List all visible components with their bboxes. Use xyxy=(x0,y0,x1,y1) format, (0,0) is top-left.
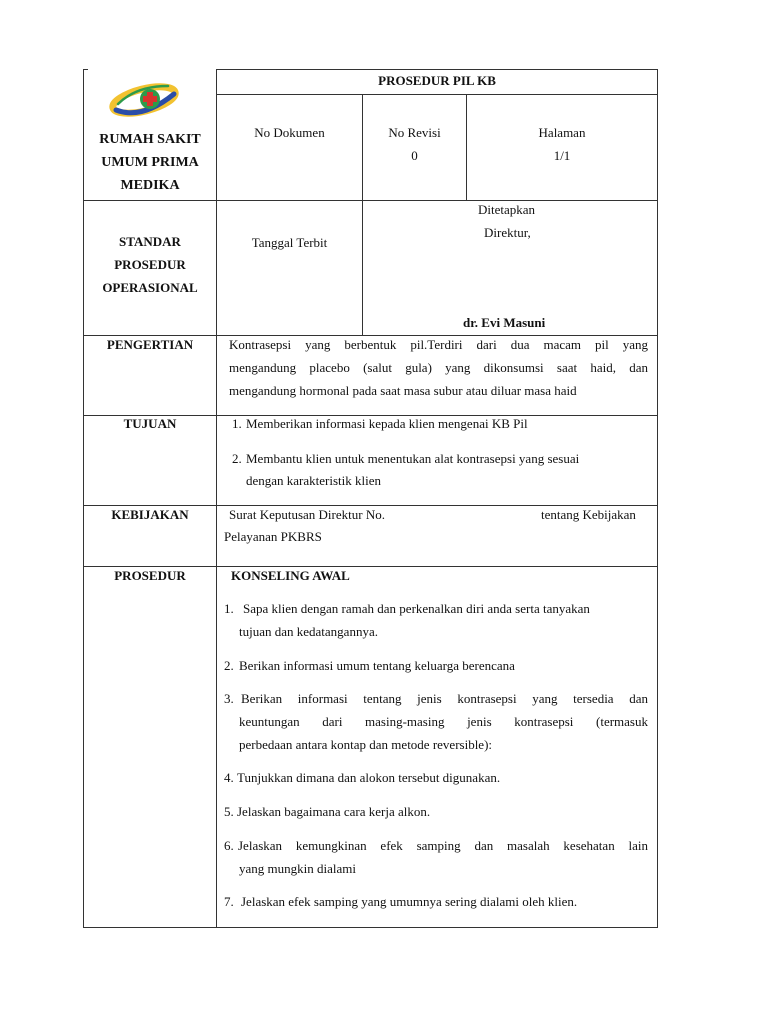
table-line xyxy=(83,200,658,201)
tujuan-item-1-text: Memberikan informasi kepada klien mengenai KB Pil xyxy=(246,416,528,431)
pengertian-line: mengandung hormonal pada saat masa subur atau diluar masa haid xyxy=(229,383,577,398)
sop-label-line-2: PROSEDUR xyxy=(114,257,186,272)
prosedur-step-1-text: Sapa klien dengan ramah dan perkenalkan diri anda serta tanyakan xyxy=(243,601,590,616)
hospital-name-line-1: RUMAH SAKIT xyxy=(99,132,201,147)
sop-label-line-3: OPERASIONAL xyxy=(102,280,198,295)
no-revisi-label: No Revisi xyxy=(388,125,441,140)
halaman-label: Halaman xyxy=(538,125,586,140)
prosedur-step-7-text: Jelaskan efek samping yang umumnya sering dialami oleh klien. xyxy=(241,894,578,909)
prosedur-step-3-text xyxy=(241,690,648,707)
prosedur-step-6-num: 6. xyxy=(224,838,234,853)
prosedur-step-3-text-cont xyxy=(239,713,648,730)
kebijakan-text-line-2: Pelayanan PKBRS xyxy=(224,529,322,544)
prosedur-step-6-text-cont: yang mungkin dialami xyxy=(239,861,356,876)
pengertian-line: Kontrasepsi yang berbentuk pil.Terdiri dari dua macam pil yang xyxy=(229,337,648,352)
prosedur-step-3-text-cont-2: perbedaan antara kontap dan metode reversible): xyxy=(239,737,493,752)
pengertian-line: mengandung placebo (salut gula) yang dikonsumsi saat haid, dan xyxy=(229,360,648,375)
kebijakan-text-left: Surat Keputusan Direktur No. xyxy=(229,507,385,522)
tujuan-item-2-num: 2. xyxy=(232,451,242,466)
table-divider-main xyxy=(216,69,217,928)
document-title: PROSEDUR PIL KB xyxy=(378,73,496,88)
prosedur-step-2-num: 2. xyxy=(224,658,234,673)
prosedur-label: PROSEDUR xyxy=(114,568,186,583)
prosedur-step-1-text-cont: tujuan dan kedatangannya. xyxy=(239,624,378,639)
kebijakan-label: KEBIJAKAN xyxy=(111,507,189,522)
prosedur-step-6-line: Jelaskan kemungkinan efek samping dan masalah kesehatan lain xyxy=(238,838,648,853)
prosedur-step-5-num: 5. xyxy=(224,804,234,819)
prosedur-step-3-line: Berikan informasi tentang jenis kontrasepsi yang tersedia dan xyxy=(241,691,648,706)
ditetapkan-label: Ditetapkan xyxy=(478,202,536,217)
table-border-left xyxy=(83,69,84,928)
table-border-right xyxy=(657,69,658,928)
prosedur-step-5-text: Jelaskan bagaimana cara kerja alkon. xyxy=(237,804,431,819)
hospital-name-line-2: UMUM PRIMA xyxy=(101,155,199,170)
prosedur-step-1-num: 1. xyxy=(224,601,234,616)
prosedur-step-2-text: Berikan informasi umum tentang keluarga berencana xyxy=(239,658,515,673)
prosedur-step-7-num: 7. xyxy=(224,894,234,909)
prosedur-step-6-text xyxy=(238,837,648,854)
pengertian-text xyxy=(229,333,648,402)
hospital-name-line-3: MEDIKA xyxy=(120,178,180,193)
tujuan-item-2-text: Membantu klien untuk menentukan alat kontrasepsi yang sesuai xyxy=(246,451,580,466)
hospital-logo-icon xyxy=(106,76,186,124)
tujuan-item-2-text-cont: dengan karakteristik klien xyxy=(246,473,382,488)
table-line xyxy=(216,94,658,95)
kebijakan-text-right: tentang Kebijakan xyxy=(541,507,636,522)
halaman-value: 1/1 xyxy=(553,148,571,163)
tanggal-terbit-label: Tanggal Terbit xyxy=(251,235,328,250)
table-border-bottom xyxy=(83,927,658,928)
prosedur-step-3-num: 3. xyxy=(224,691,234,706)
tujuan-label: TUJUAN xyxy=(123,416,177,431)
direktur-label: Direktur, xyxy=(484,225,531,240)
prosedur-step-3-line: keuntungan dari masing-masing jenis kontrasepsi (termasuk xyxy=(239,714,648,729)
sop-label-line-1: STANDAR xyxy=(119,234,181,249)
table-border-top xyxy=(216,69,658,70)
no-revisi-value: 0 xyxy=(411,148,418,163)
prosedur-step-4-text: Tunjukkan dimana dan alokon tersebut digunakan. xyxy=(237,770,501,785)
signatory-name: dr. Evi Masuni xyxy=(463,315,546,330)
prosedur-subheading: KONSELING AWAL xyxy=(231,568,350,583)
no-dokumen-label: No Dokumen xyxy=(254,125,325,140)
tujuan-item-1-num: 1. xyxy=(232,416,242,431)
pengertian-label: PENGERTIAN xyxy=(106,337,194,352)
prosedur-step-4-num: 4. xyxy=(224,770,234,785)
